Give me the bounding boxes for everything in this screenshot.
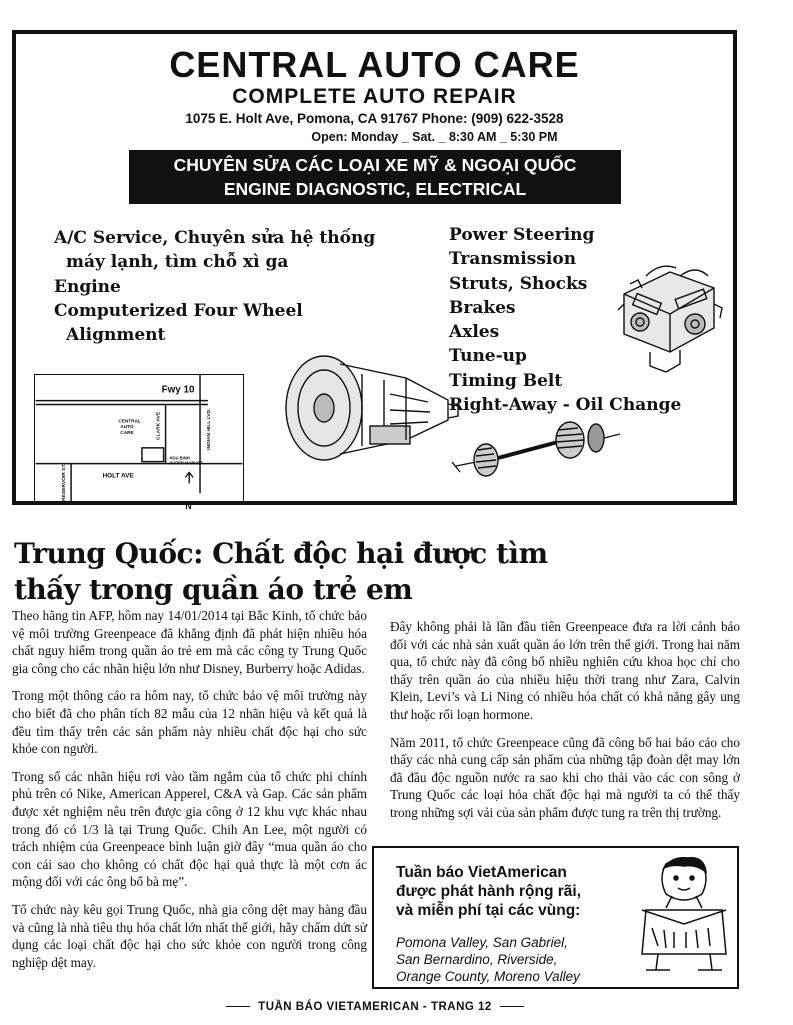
service-item: Brakes (449, 297, 516, 318)
article-paragraph: Tổ chức này kêu gọi Trung Quốc, nhà gia công dệt may hàng đầu và cũng là nhà tiêu thụ hóa chất lớn nhất thế giới, hãy chấm dứt sử dụng các loại chất độc hại cho sức khỏe con người trong công nghiệp dệt may. (12, 901, 367, 970)
service-item: Struts, Shocks (449, 273, 588, 294)
services-left-list (54, 226, 414, 347)
north-arrow-icon (185, 472, 193, 483)
footer-rule-left (226, 1006, 250, 1007)
article-column-right (390, 618, 740, 832)
map-fwy-label: Fwy 10 (161, 384, 195, 396)
promo-heading (396, 863, 581, 920)
map-shop-line1: CENTRAL (118, 419, 141, 425)
footer-rule-right (500, 1006, 524, 1007)
article-column-left (12, 607, 367, 981)
engine-illustration (610, 254, 728, 374)
promo-area-line: Pomona Valley, San Gabriel, (396, 935, 568, 950)
auto-care-ad (12, 30, 737, 511)
article-headline: Trung Quốc: Chất độc hại được tìm thấy trong quần áo trẻ em (14, 537, 548, 606)
service-item: Tune-up (449, 346, 527, 367)
axle-illustration (446, 414, 624, 492)
service-item: Engine (54, 276, 121, 297)
article-paragraph: Trong một thông cáo ra hôm nay, tổ chức bảo vệ môi trường này cho biết đã cho phân tích 82 mẫu của 12 nhãn hiệu và kết quả là đều tìm thấy trên các sản phẩm này nhiều chất độc hại cho sức khỏe con người. (12, 688, 367, 757)
promo-line-1: Tuần báo VietAmerican (396, 864, 567, 881)
ad-address: 1075 E. Holt Ave, Pomona, CA 91767 Phone: (909) 622-3528 (185, 111, 564, 126)
map-market-line1: HOA BINH (169, 455, 190, 461)
map-market-line2: SUPER MARKET (169, 460, 203, 466)
transmission-illustration (278, 334, 458, 474)
service-item: Computerized Four Wheel (54, 300, 303, 321)
map-reservoir-label: RESERVOIR ST. (62, 463, 68, 501)
map-shop-line3: CARE (120, 431, 134, 437)
promo-area-line: Orange County, Moreno Valley (396, 969, 580, 984)
service-item: Alignment (66, 325, 166, 346)
article-paragraph: Năm 2011, tổ chức Greenpeace cũng đã công bố hai báo cáo cho thấy các nhà cung cấp sản phẩm của những tập đoàn dệt may lớn đã đầu độc nguồn nước ra sao khi cho thải vào các con sông ở Trung Quốc các loại hóa chất độc hại mà người ta có thể thấy trong những sợi vải của sản phẩm được tung ra trên thị trường. (390, 734, 740, 820)
service-item: Timing Belt (449, 370, 563, 391)
ad-title: CENTRAL AUTO CARE (169, 44, 580, 85)
footer-text: TUẦN BÁO VIETAMERICAN - TRANG 12 (258, 1001, 492, 1013)
newspaper-mascot-illustration (636, 854, 732, 974)
map-indian-label: INDIAN HILL LVD. (206, 408, 212, 450)
ad-subtitle: COMPLETE AUTO REPAIR (232, 85, 517, 108)
service-item: Power Steering (449, 225, 595, 245)
location-map (34, 374, 244, 511)
map-shop-line2: AUTO (120, 425, 134, 431)
promo-area-line: San Bernardino, Riverside, (396, 952, 558, 967)
service-item: Axles (449, 322, 500, 343)
service-item: Right-Away - Oil Change (449, 395, 682, 416)
promo-line-2: được phát hành rộng rãi, (396, 883, 582, 900)
promo-areas (396, 934, 580, 985)
service-item: A/C Service, Chuyên sửa hệ thống (54, 228, 376, 248)
article-paragraph: Trong số các nhãn hiệu rơi vào tầm ngắm của tổ chức phi chính phủ trên có Nike, American Apperel, C&A và Gap. Các sản phẩm được xét nghiệm nêu trên được gia công ở 12 khu vực khác nhau trong đó có 1/3 là tại Trung Quốc. Chih An Lee, một người có trách nhiệm của Greenpeace bình luận giờ đây “mua quần áo cho con cái sao cho không có chất độc hại quả thực là một cơn ác mộng đối với các ông bố bà mẹ”. (12, 768, 367, 890)
banner-line-1: CHUYÊN SỬA CÁC LOẠI XE MỸ & NGOẠI QUỐC (173, 155, 577, 175)
article-paragraph: Theo hãng tin AFP, hôm nay 14/01/2014 tại Bắc Kinh, tổ chức bảo vệ môi trường Greenpeace đã khẳng định đã phát hiện nhiều hóa chất nguy hiểm trong quần áo trẻ em mà các công ty Trung Quốc gia công cho các nhãn hiệu lớn như Disney, Burberry hoặc Adidas. (12, 608, 367, 676)
service-item: máy lạnh, tìm chỗ xì ga (66, 252, 289, 273)
article-paragraph: Đây không phải là lần đầu tiên Greenpeace đưa ra lời cảnh báo đối với các nhà sản xuất quần áo lớn trên thế giới. Trong hai năm qua, tổ chức này đã công bố nhiều nghiên cứu khoa học chỉ cho thấy trên quần áo của nhiều hiệu thời trang như Zara, Calvin Klein, Levi’s và Li Ning có nhiều hóa chất có khả năng gây ung thư hoặc rối loạn hormone. (390, 619, 740, 722)
map-holt-label: HOLT AVE (102, 472, 134, 480)
distribution-promo-box (372, 846, 739, 989)
map-clark-label: CLARK AVE (156, 411, 162, 440)
ad-banner (129, 150, 621, 204)
map-north-label: N (185, 500, 192, 511)
service-item: Transmission (449, 249, 577, 270)
page-footer (0, 1001, 750, 1013)
promo-line-3: và miễn phí tại các vùng: (396, 902, 581, 919)
ad-hours: Open: Monday _ Sat. _ 8:30 AM _ 5:30 PM (311, 130, 558, 144)
banner-line-2: ENGINE DIAGNOSTIC, ELECTRICAL (223, 179, 527, 199)
